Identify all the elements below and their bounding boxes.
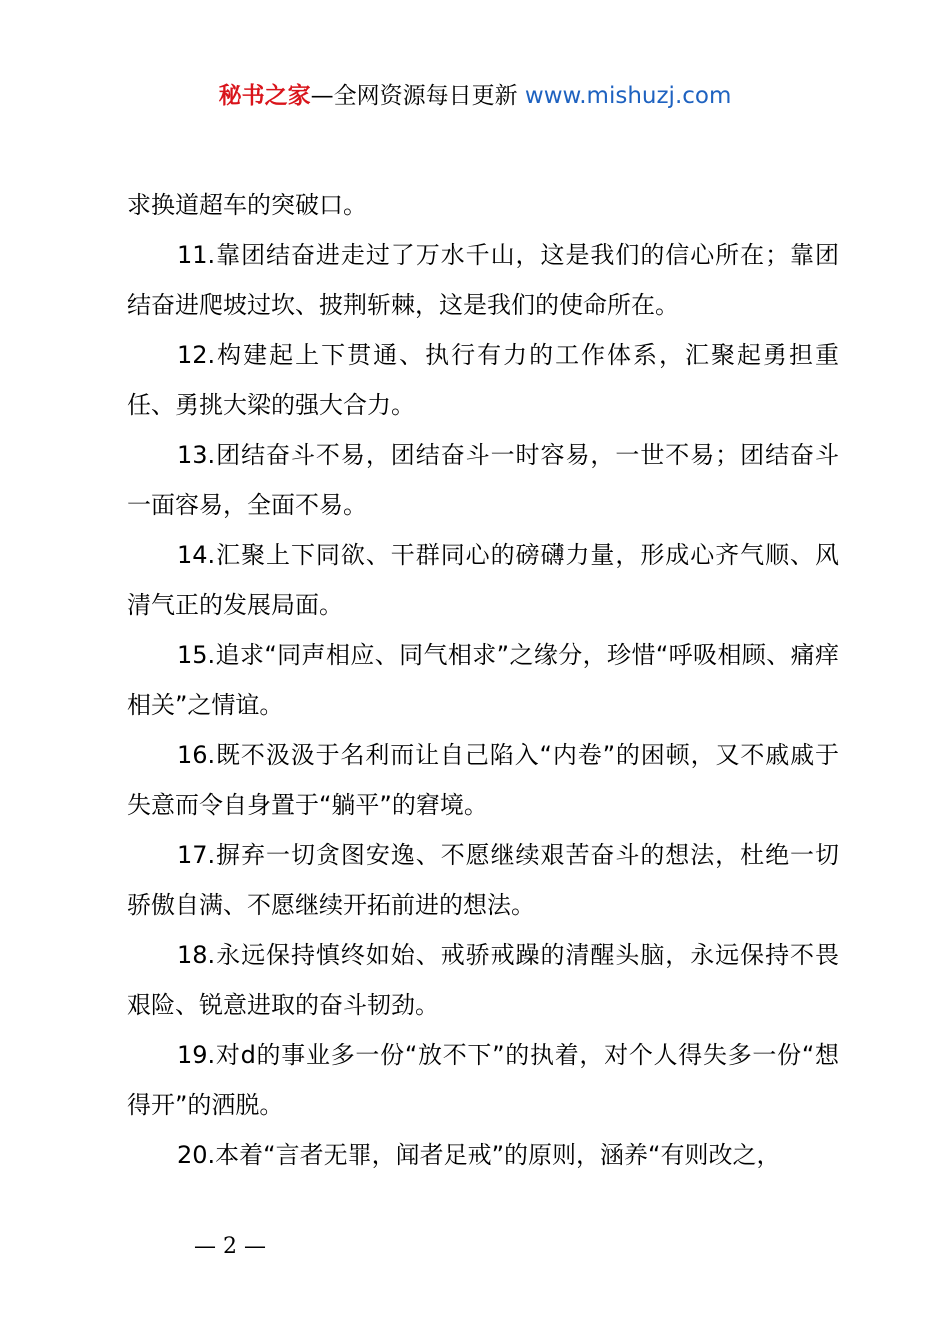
paragraph-item-17: 17.摒弃一切贪图安逸、不愿继续艰苦奋斗的想法，杜绝一切骄傲自满、不愿继续开拓前进的想法。 xyxy=(127,841,839,919)
paragraph-item-11: 11.靠团结奋进走过了万水千山，这是我们的信心所在；靠团结奋进爬坡过坎、披荆斩棘，这是我们的使命所在。 xyxy=(127,241,839,319)
paragraph-item-16: 16.既不汲汲于名利而让自己陷入“内卷”的困顿，又不戚戚于失意而令自身置于“躺平”的窘境。 xyxy=(127,741,839,819)
paragraph-continuation: 求换道超车的突破口。 xyxy=(127,191,367,219)
document-body xyxy=(127,180,839,1180)
page-number: — 2 — xyxy=(194,1234,266,1259)
paragraph-item-19: 19.对d的事业多一份“放不下”的执着，对个人得失多一份“想得开”的洒脱。 xyxy=(127,1041,839,1119)
paragraph-item-12: 12.构建起上下贯通、执行有力的工作体系，汇聚起勇担重任、勇挑大梁的强大合力。 xyxy=(127,341,839,419)
brand-name: 秘书之家 xyxy=(218,83,311,109)
paragraph-item-15: 15.追求“同声相应、同气相求”之缘分，珍惜“呼吸相顾、痛痒相关”之情谊。 xyxy=(127,641,839,719)
paragraph-item-13: 13.团结奋斗不易，团结奋斗一时容易，一世不易；团结奋斗一面容易，全面不易。 xyxy=(127,441,839,519)
site-url-link[interactable]: www.mishuzj.com xyxy=(524,83,732,109)
banner-tagline: —全网资源每日更新 xyxy=(310,83,525,109)
paragraph-item-14: 14.汇聚上下同欲、干群同心的磅礴力量，形成心齐气顺、风清气正的发展局面。 xyxy=(127,541,839,619)
paragraph-item-18: 18.永远保持慎终如始、戒骄戒躁的清醒头脑，永远保持不畏艰险、锐意进取的奋斗韧劲。 xyxy=(127,941,839,1019)
paragraph-item-20: 20.本着“言者无罪，闻者足戒”的原则，涵养“有则改之， xyxy=(177,1141,781,1169)
site-banner xyxy=(0,80,950,112)
